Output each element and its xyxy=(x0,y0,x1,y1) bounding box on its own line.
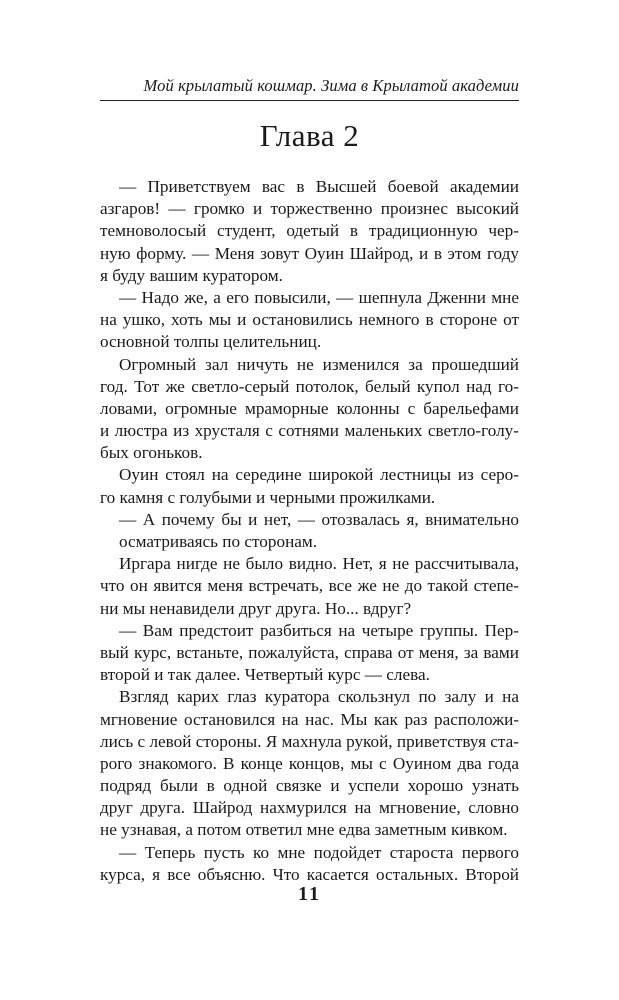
text-line: го камня с голубыми и черными прожилками. xyxy=(100,487,436,507)
text-line: — Теперь пусть ко мне подойдет староста первого xyxy=(119,842,519,862)
text-line: бых огоньков. xyxy=(100,443,203,463)
text-line: Иргара нигде не было видно. Нет, я не рассчитывала, xyxy=(119,554,519,574)
text-line: основной толпы целительниц. xyxy=(100,332,322,352)
text-line: — Надо же, а его повысили, — шепнула Дженни мне xyxy=(119,287,519,307)
text-line: и люстра из хрусталя с сотнями маленьких светло-голу- xyxy=(100,421,519,441)
text-line: мгновение остановился на нас. Мы как раз расположи- xyxy=(100,709,519,729)
text-line: Огромный зал ничуть не изменился за прошедший xyxy=(119,354,519,374)
text-line: на ушко, хоть мы и остановились немного в стороне от xyxy=(100,310,519,330)
text-line: — А почему бы и нет, — отозвалась я, внимательно xyxy=(119,509,519,529)
text-line: курса, я все объясню. Что касается остальных. Второй xyxy=(100,864,519,884)
text-line: вый курс, встаньте, пожалуйста, справа от меня, за вами xyxy=(100,642,519,662)
running-header: Мой крылатый кошмар. Зима в Крылатой академии xyxy=(100,76,519,101)
text-line: год. Тот же светло-серый потолок, белый купол над го- xyxy=(100,376,519,396)
text-line: ную форму. — Меня зовут Оуин Шайрод, и в этом году xyxy=(100,243,519,263)
text-line: не узнавая, а потом ответил мне едва заметным кивком. xyxy=(100,820,508,840)
text-line: я буду вашим куратором. xyxy=(100,265,283,285)
chapter-title: Глава 2 xyxy=(259,118,360,153)
text-line: Взгляд карих глаз куратора скользнул по залу и на xyxy=(119,687,519,707)
text-line: что он явится меня встречать, все же не до такой степе- xyxy=(100,576,519,596)
body-text xyxy=(100,176,519,886)
text-line: Оуин стоял на середине широкой лестницы из серо- xyxy=(119,465,519,485)
text-line: ни мы ненавидели друг друга. Но... вдруг? xyxy=(100,598,412,618)
text-line: темноволосый студент, одетый в традиционную чер- xyxy=(100,221,519,241)
text-line: азгаров! — громко и торжественно произнес высокий xyxy=(100,199,519,219)
text-line: рого знакомого. В конце концов, мы с Оуином два года xyxy=(100,753,519,773)
text-line: ловами, огромные мраморные колонны с барельефами xyxy=(100,398,519,418)
text-line: второй и так далее. Четвертый курс — слева. xyxy=(100,665,430,685)
text-line: — Вам предстоит разбиться на четыре группы. Пер- xyxy=(119,620,519,640)
text-line: — Приветствуем вас в Высшей боевой академии xyxy=(119,177,519,196)
text-line: лись с левой стороны. Я махнула рукой, приветствуя ста- xyxy=(100,731,519,751)
page-number: 11 xyxy=(298,883,321,905)
text-line: друг друга. Шайрод нахмурился на мгновение, словно xyxy=(100,798,519,818)
text-line: подряд были в одной связке и успели хорошо узнать xyxy=(100,776,519,796)
text-line: осматриваясь по сторонам. xyxy=(119,532,318,551)
